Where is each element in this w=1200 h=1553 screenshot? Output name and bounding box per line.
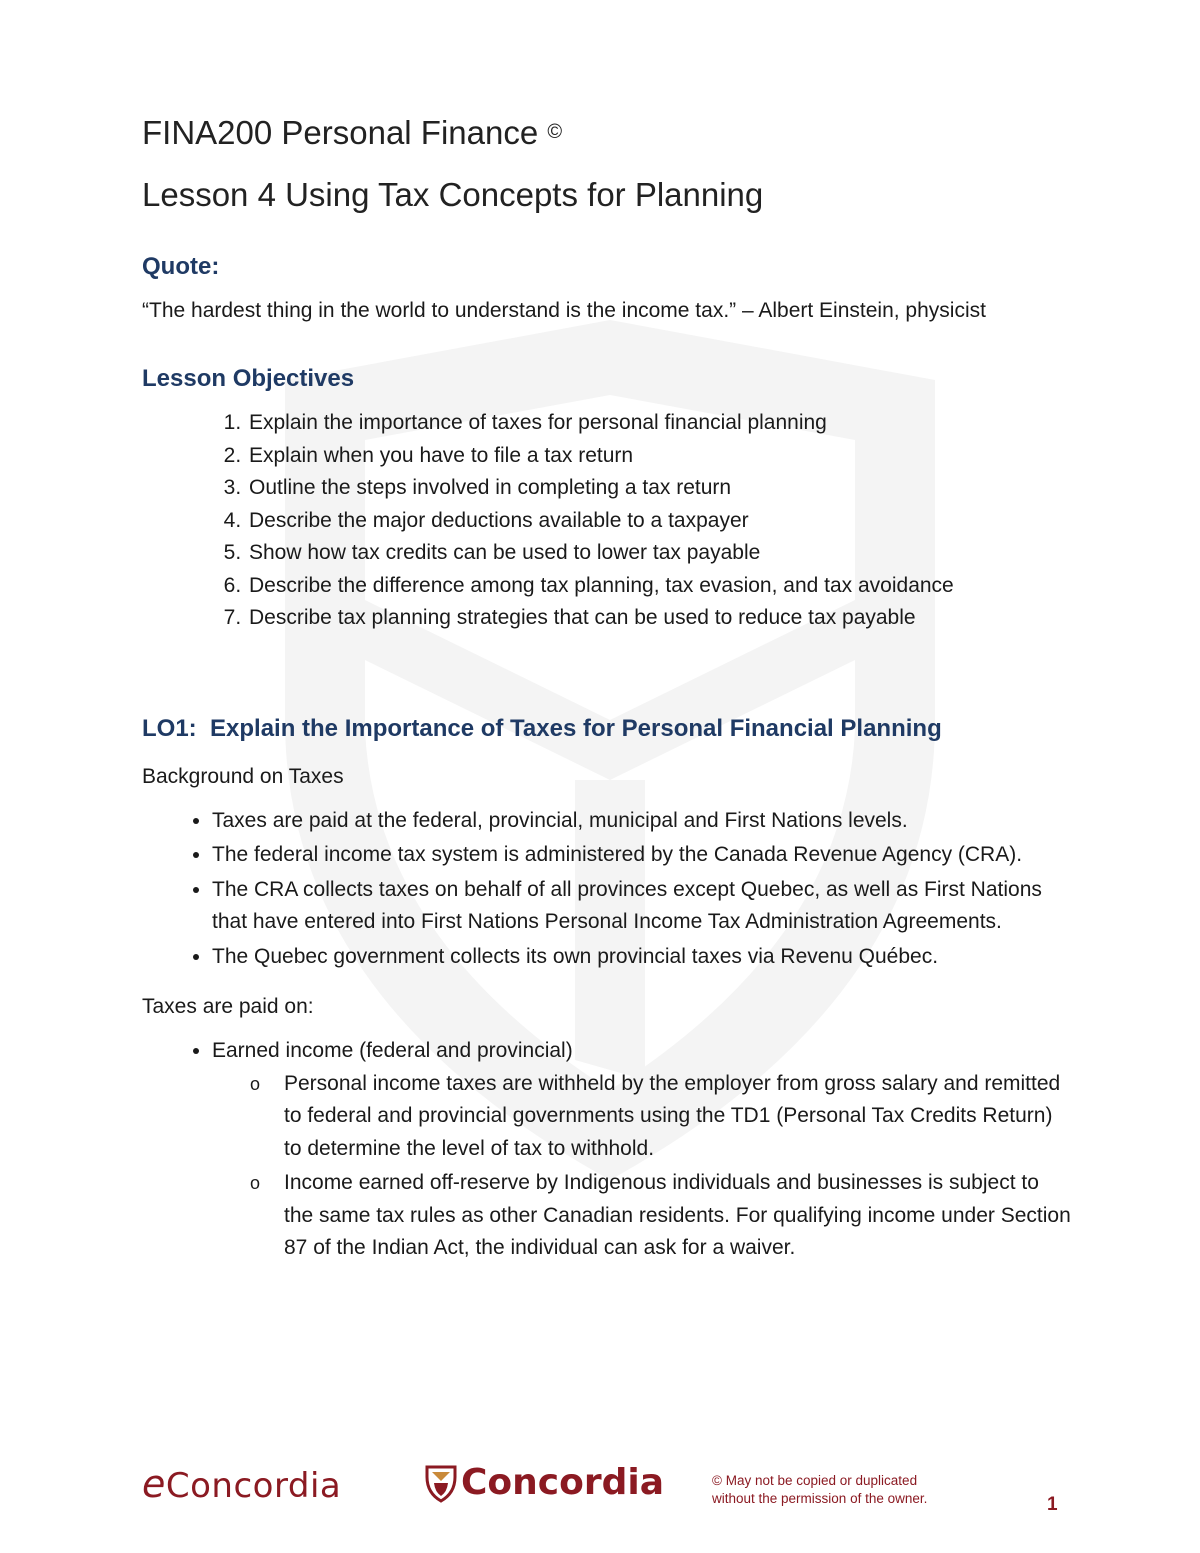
taxes-paid-subbullet: o Personal income taxes are withheld by the employer from gross salary and remitted to federal and provincial governments using the TD1 (Personal Tax Credits Return) to determine the level of tax to withhold. xyxy=(284,1068,1072,1166)
taxes-paid-bullet xyxy=(212,1035,1072,1265)
background-bullet: • The CRA collects taxes on behalf of all provinces except Quebec, as well as First Nations that have entered into First Nations Personal Income Tax Administration Agreements. xyxy=(212,874,1072,939)
lo1-heading: LO1: Explain the Importance of Taxes for Personal Financial Planning xyxy=(142,714,942,742)
quote-heading: Quote: xyxy=(142,253,220,280)
objectives-list xyxy=(142,407,1072,635)
quote-text: “The hardest thing in the world to understand is the income tax.” – Albert Einstein, physicist xyxy=(142,299,986,322)
taxes-paid-subbullets xyxy=(212,1068,1072,1265)
document-subtitle: Lesson 4 Using Tax Concepts for Planning xyxy=(142,176,764,213)
taxes-paid-bullets xyxy=(142,1035,1072,1265)
concordia-crest-icon xyxy=(425,1463,457,1503)
background-bullet: • The federal income tax system is administered by the Canada Revenue Agency (CRA). xyxy=(212,839,1072,872)
concordia-logo: Concordia xyxy=(425,1462,664,1503)
taxes-paid-label: Taxes are paid on: xyxy=(142,995,314,1018)
taxes-paid-bullet-text: Earned income (federal and provincial) xyxy=(212,1039,573,1062)
objective-item: 7. Describe tax planning strategies that can be used to reduce tax payable xyxy=(247,602,1072,635)
objective-item: 6. Describe the difference among tax planning, tax evasion, and tax avoidance xyxy=(247,570,1072,603)
page-content xyxy=(142,112,1072,1267)
econcordia-logo: eConcordia xyxy=(142,1462,342,1506)
background-bullets xyxy=(142,805,1072,974)
background-label: Background on Taxes xyxy=(142,764,344,788)
background-bullet: • Taxes are paid at the federal, provincial, municipal and First Nations levels. xyxy=(212,805,1072,838)
page-footer xyxy=(0,1462,1200,1532)
document-title: FINA200 Personal Finance © xyxy=(142,114,563,151)
objective-item: 1. Explain the importance of taxes for personal financial planning xyxy=(247,407,1072,440)
objectives-heading: Lesson Objectives xyxy=(142,365,355,392)
objective-item: 5. Show how tax credits can be used to lower tax payable xyxy=(247,537,1072,570)
copyright-symbol: © xyxy=(547,121,563,143)
taxes-paid-subbullet: o Income earned off-reserve by Indigenous individuals and businesses is subject to the same tax rules as other Canadian residents. For qualifying income under Section 87 of the Indian Act, the individual can ask for a waiver. xyxy=(284,1167,1072,1265)
objective-item: 4. Describe the major deductions available to a taxpayer xyxy=(247,505,1072,538)
copyright-notice: © May not be copied or duplicated without the permission of the owner. xyxy=(712,1473,928,1506)
page-number: 1 xyxy=(1047,1494,1058,1515)
objective-item: 2. Explain when you have to file a tax return xyxy=(247,440,1072,473)
objective-item: 3. Outline the steps involved in completing a tax return xyxy=(247,472,1072,505)
background-bullet: • The Quebec government collects its own provincial taxes via Revenu Québec. xyxy=(212,941,1072,974)
